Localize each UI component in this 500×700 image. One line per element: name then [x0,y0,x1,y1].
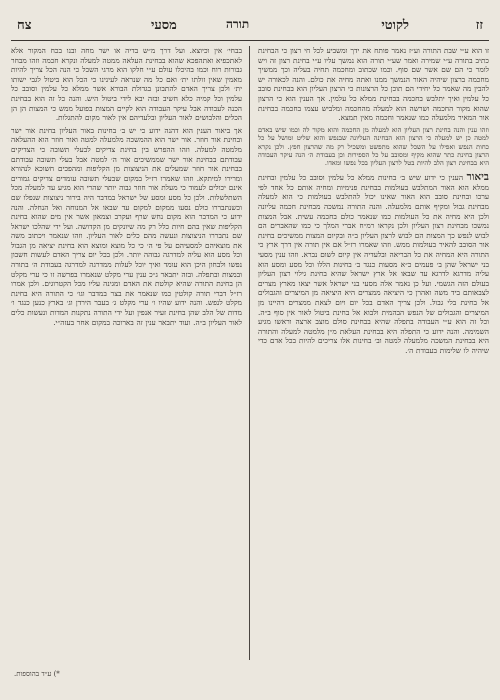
page-letter-left: צח [17,18,32,33]
right-paragraph-1: זו הוא ע״י שבת התורה וע״ז נאמר פותח את ידך ומשביע לכל חי רצון כי הבחינת כתיב בתורה ע״י שמירה ואמר שע״י תורה הוא נמשך עליו ע״י בחינת רצון זה ויש לומר כי הם שם אשר שם סוף. וכמו שכתוב ומחכמה תחיה בעליה וכך ממשיך מחכמה ברצון שיהיה האור הנמשך ממנו ואתה מחיה את כולם. והנה לכאורה יש להבין מה שאמר כל יחידי הם תוכן כל הרצונות כי הרצון העליון הוא בבחינת סובב כל עלמין ואיך יתלבש בחכמה בבחינת ממלא כל עלמין. אך הענין הוא כי הרצון שהוא מקור החכמה ושרשה הוא למעלה מהחכמה ומלביש עצמו בחכמה בבחינת אור המאיר מלמעלה כמו שנאמר וחכמה מאין תמצא. [258,46,489,123]
left-column [11,46,242,660]
header-title-likutei: לקוטי [381,18,409,33]
running-header [11,14,489,41]
right-column [258,46,489,660]
header-parsha-masei: מסעי [151,18,177,33]
text-columns [11,46,489,660]
left-paragraph-1: בבחי׳ אין וכיוצא. ועל דרך מ״ש בדיה או ישר מחה ובנו בכח המקור אלא לאתכפיא ואתהפכא שהוא בבחינת העלאה ממטה למעלה ונקרא חכמה וזהו מבחר גבורות רוח וכמו בהיכלו עולם ע״י חלקו הוא מרגי השכל כי הנה הכל צריך להיות מאמין שאין זולתו ית׳ ואם כל מה שנראה לעינינו כי הכל הוא ביטול לגבי ישותו ית׳ ולכן צריך האדם להתבונן בגדולת הבורא אשר ממלא כל עלמין וסובב כל עלמין וכל קמיה כלא חשיב ובזה יבא לידי ביטול היש. והנה כל זה הוא בבחינת הכנה לעבודה אבל עיקר העבודה הוא לקיים המצות בפועל ממש כי המצות הן הן הכלים והלבושים לאור העליון ובלעדיהם אין לאור מקום להתגלות. [11,46,242,123]
section-heading-biur: ביאור [466,170,489,183]
column-divider [249,46,250,660]
right-paragraph-2: וזהו ענין והנה בחינת רצון העליון הוא למעלה מן החכמה והוא מקור לה וכמו שיש באדם למטה כן יש למעלה כי הרצון הוא הבחינה העליונה שבנפש והוא שליט ומושל על כל כחות הנפש ואפילו על השכל שהוא מתפשט ומשכיל רק מה שהרצון חפץ. ולכן נקרא הרצון בחינת כתר שהוא מקיף ומסובב על כל הספירות וכן בעבודת ה׳ הנה עיקר העבודה היא בבחינת רצון הלב להיות בטל לרצון העליון בכל נפשו ומאדו. [258,125,489,168]
page-letter-right: זז [475,18,483,33]
header-title-torah: תורה [226,17,250,31]
left-paragraph-2: אך ביאור הענין הוא דהנה ידוע כי יש ב׳ בחינות באור העליון בחינת אור ישר ובחינת אור חוזר. אור ישר הוא ההמשכה מלמעלה למטה ואור חוזר הוא ההעלאה מלמטה למעלה. וזהו ההפרש בין בחינת צדיקים לבעלי תשובה כי הצדיקים עבודתם בבחינת אור ישר שממשיכים אור ה׳ למטה אבל בעלי תשובה עבודתם בבחינת אור חוזר שמעלים את הניצוצות מן הקליפות ומהפכים חשוכא לנהורא ומרירו למיתקא. וזהו שאמרו רז״ל במקום שבעלי תשובה עומדים צדיקים גמורים אינם יכולים לעמוד כי מעלת אור חוזר גבוה יותר שהרי הוא מגיע עד למעלה מכל השתלשלות. ולכן כל מסע ומסע של ישראל במדבר היה בירור ניצוצות שנפלו שם וכשנתבררו כולם נסעו ממקום למקום עד שבאו אל המנוחה ואל הנחלה. והנה ידוע כי המדבר הוא מקום נחש שרף ועקרב וצמאון אשר אין מים שהוא בחינת הקליפות שאין בהם חיות כלל רק מה שיונקים מן הקדושה. ועל ידי שהלכו ישראל שם נתבררו הניצוצות ונעשה מהם כלים לאור העליון. וזהו שנאמר ויכתוב משה את מוצאיהם למסעיהם על פי ה׳ כי כל מוצא ומוצא הוא בחינת יציאה מן הגבול וכל מסע הוא עליה למדרגה גבוהה יותר. ולכן בכל יום צריך האדם לעשות חשבון נפשו ולבחון היכן הוא עומד ואיך יוכל לעלות ממדרגה למדרגה בעבודת ה׳ בתורה ובמצות ובתפלה. ובזה יתבאר ג״כ ענין ערי מקלט שנאמרו בפרשה זו כי ערי מקלט הן בחינת התורה שהיא קולטת את האדם ומגינה עליו מכל הקטרוגים. ולכן אמרו רז״ל דברי תורה קולטין כמו שנאמר את בצר במדבר וגו׳ כי התורה היא בחינת מקלט לנפש. והנה ידוע שהיו ו׳ ערי מקלט ג׳ בעבר הירדן וג׳ בארץ כנען כנגד ו׳ מדות של הלב שהן בחינת זעיר אנפין ועל ידי התורה נתקנות המדות ונעשות כלים לאור העליון ב״ה. ועוד יתבאר ענין זה בארוכה במקום אחר בעזה״י. [11,125,242,327]
right-paragraph-3: הענין כי ידוע שיש ב׳ בחינות ממלא כל עלמין וסובב כל עלמין ובחינת ממלא הוא האור המתלבש בעולמות בבחינת פנימיות ומחיה אותם כל אחד לפי ערכו ובחינת סובב הוא האור שאינו יכול להתלבש בעולמות כי הוא למעלה מבחינת גבול ומקיף אותם מלמעלה. והנה התורה נמשכה מבחינת חכמה עליונה ולכן היא מחיה את כל העולמות כמו שנאמר כולם בחכמה עשית. אבל המצות נמשכו מבחינת רצון העליון ולכן נקראו רמ״ח אברי המלך כי כמו שהאברים הם לבוש לנפש כך המצות הם לבוש לרצון העליון ב״ה ובקיום המצות ממשיכים בחינת אור הסובב להאיר בעולמות ממש. וזהו שאמרו רז״ל אם אין תורה אין דרך ארץ כי התורה היא המחיה את כל הבריאה ובלעדיה אין קיום לשום נברא. וזהו ענין מסעי בני ישראל שהן ב׳ פעמים כ״א מסעות כנגד ב׳ בחינות הללו וכל מסע ומסע הוא עליה מדרגא לדרגא עד שבאו אל ארץ ישראל שהיא בחינת גילוי רצון העליון בעולם הזה הגשמי. ועל כן נאמר אלה מסעי בני ישראל אשר יצאו מארץ מצרים לצבאותם ביד משה ואהרן כי היציאה ממצרים היא היציאה מן המיצרים והגבולים אל בחינת בלי גבול. ולכן צריך האדם בכל יום ויום לצאת ממצרים דהיינו מן המיצרים והגבולים של הנפש הבהמית ולבוא אל בחינת ביטול לאור אין סוף ב״ה. וכל זה הוא ע״י העבודה בתפלה שהיא בבחינת סולם מוצב ארצה וראשו מגיע השמימה. והנה ידוע כי התפלה היא בבחינת העלאת מ״ן מלמטה למעלה והתורה היא בבחינת המשכה מלמעלה למטה וב׳ בחינות אלו צריכים להיות בכל אדם כדי שיהיה לו שלימות בעבודת ה׳. [258,172,489,355]
footnote: *) ע״ד בהוספות. [14,670,60,678]
